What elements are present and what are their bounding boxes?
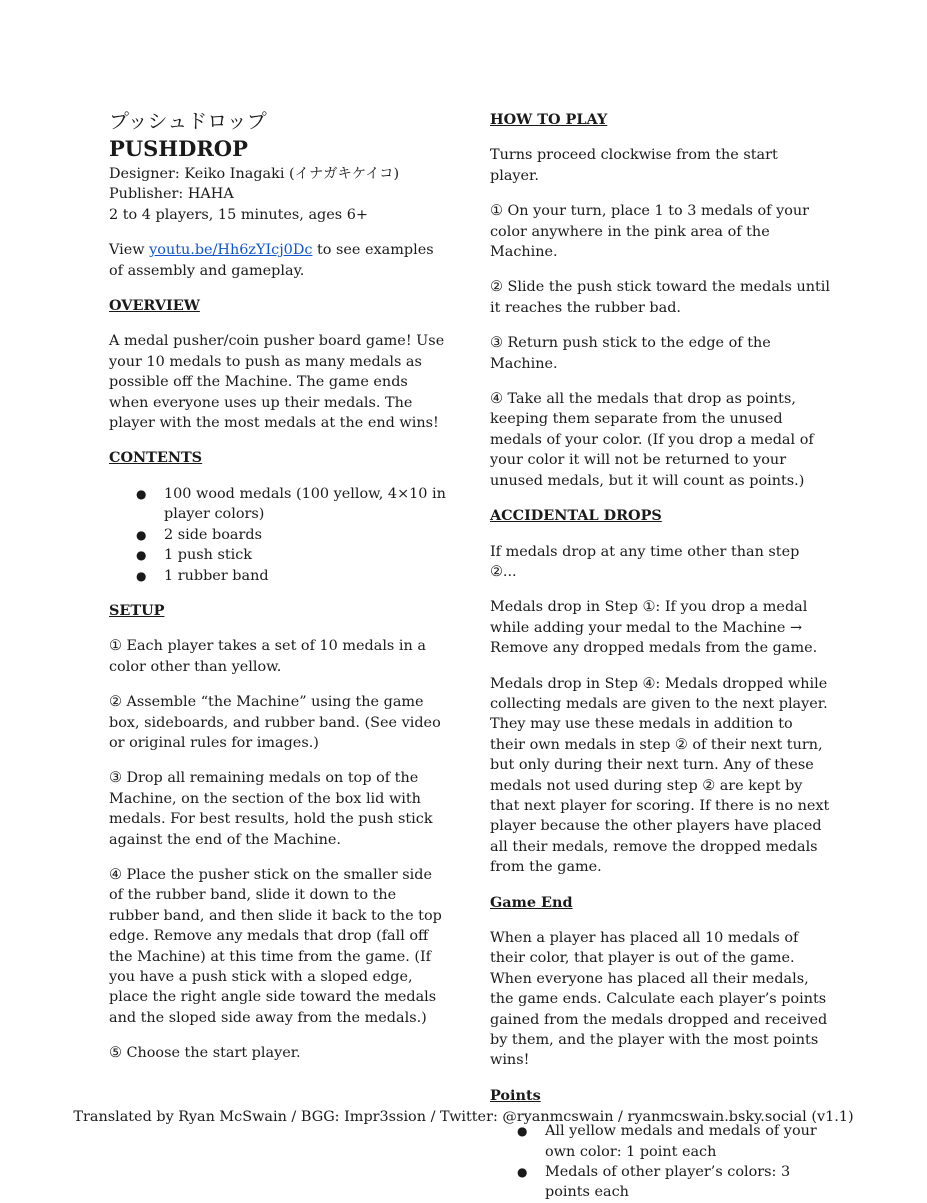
points-item: ● All yellow medals and medals of your own color: 1 point each (490, 1121, 830, 1162)
game-title: PUSHDROP (109, 136, 248, 161)
contents-heading: CONTENTS (109, 449, 203, 467)
how-to-play-heading: HOW TO PLAY (490, 111, 608, 128)
setup-heading: SETUP (109, 601, 165, 619)
setup-step-4: ④ Place the pusher stick on the smaller side of the rubber band, slide it down to the rubber band, and then slide it back to the top edge. Remove any medals that drop (fall off the Machine) at this time from the game. (If you have a push stick with a sloped edge, place the right angle side toward the medals and the sloped side away from the medals.) (109, 866, 442, 1026)
play-step-3: ③ Return push stick to the edge of the Machine. (490, 335, 771, 372)
accidental-drops-heading: ACCIDENTAL DROPS (490, 507, 662, 525)
points-heading: Points (490, 1086, 541, 1104)
accidental-drops-step-4: Medals drop in Step ④: Medals dropped while collecting medals are given to the next player. They may use these medals in addition to their own medals in step ② of their next turn, but only during their next turn. Any of these medals not used during step ② are kept by that next player for scoring. If there is no next player because the other players have placed all their medals, remove the dropped medals from the game. (490, 675, 830, 876)
contents-item: ● 1 push stick (109, 545, 449, 565)
contents-item: ● 2 side boards (109, 525, 449, 545)
contents-item: ● 1 rubber band (109, 566, 449, 586)
points-item: ● Medals of other player’s colors: 3 points each (490, 1162, 830, 1203)
how-to-play-intro: Turns proceed clockwise from the start player. (490, 147, 778, 184)
setup-step-2: ② Assemble “the Machine” using the game box, sideboards, and rubber band. (See video or original rules for images.) (109, 694, 441, 751)
overview-text: A medal pusher/coin pusher board game! Use your 10 medals to push as many medals as possible off the Machine. The game ends when everyone uses up their medals. The player with the most medals at the end wins! (109, 333, 445, 432)
video-suffix: to see examples of assembly and gameplay. (109, 242, 434, 279)
contents-item: ● 100 wood medals (100 yellow, 4×10 in player colors) (109, 484, 449, 525)
points-list (490, 1121, 830, 1203)
setup-step-5: ⑤ Choose the start player. (109, 1045, 301, 1062)
video-paragraph (109, 240, 449, 281)
contents-list (109, 484, 449, 586)
players-line: 2 to 4 players, 15 minutes, ages 6+ (109, 206, 368, 223)
japanese-title: プッシュドロップ (109, 109, 267, 133)
footer-credits: Translated by Ryan McSwain / BGG: Impr3ssion / Twitter: @ryanmcswain / ryanmcswain.bsky.social (v1.1) (73, 1109, 854, 1125)
left-column (109, 108, 449, 1079)
setup-step-3: ③ Drop all remaining medals on top of the Machine, on the section of the box lid with medals. For best results, hold the push stick against the end of the Machine. (109, 770, 433, 848)
video-prefix: View (109, 242, 150, 259)
accidental-drops-intro: If medals drop at any time other than step ②... (490, 543, 800, 580)
video-link[interactable]: youtu.be/Hh6zYIcj0Dc (149, 242, 313, 259)
publisher-line: Publisher: HAHA (109, 186, 234, 203)
overview-heading: OVERVIEW (109, 297, 200, 315)
right-column (490, 108, 830, 1203)
play-step-1: ① On your turn, place 1 to 3 medals of your color anywhere in the pink area of the Machine. (490, 203, 810, 261)
setup-step-1: ① Each player takes a set of 10 medals in a color other than yellow. (109, 638, 426, 675)
play-step-4: ④ Take all the medals that drop as points, keeping them separate from the unused medals of your color. (If you drop a medal of your color it will not be returned to your unused medals, but it will count as points.) (490, 391, 814, 489)
game-end-text: When a player has placed all 10 medals of their color, that player is out of the game. When everyone has placed all their medals, the game ends. Calculate each player’s points gained from the medals dropped and received by them, and the player with the most points wins! (490, 930, 828, 1069)
designer-line: Designer: Keiko Inagaki (イナガキケイコ) (109, 166, 400, 182)
play-step-2: ② Slide the push stick toward the medals until it reaches the rubber bad. (490, 279, 831, 316)
game-end-heading: Game End (490, 893, 573, 911)
accidental-drops-step-1: Medals drop in Step ①: If you drop a medal while adding your medal to the Machine → Remove any dropped medals from the game. (490, 599, 818, 657)
